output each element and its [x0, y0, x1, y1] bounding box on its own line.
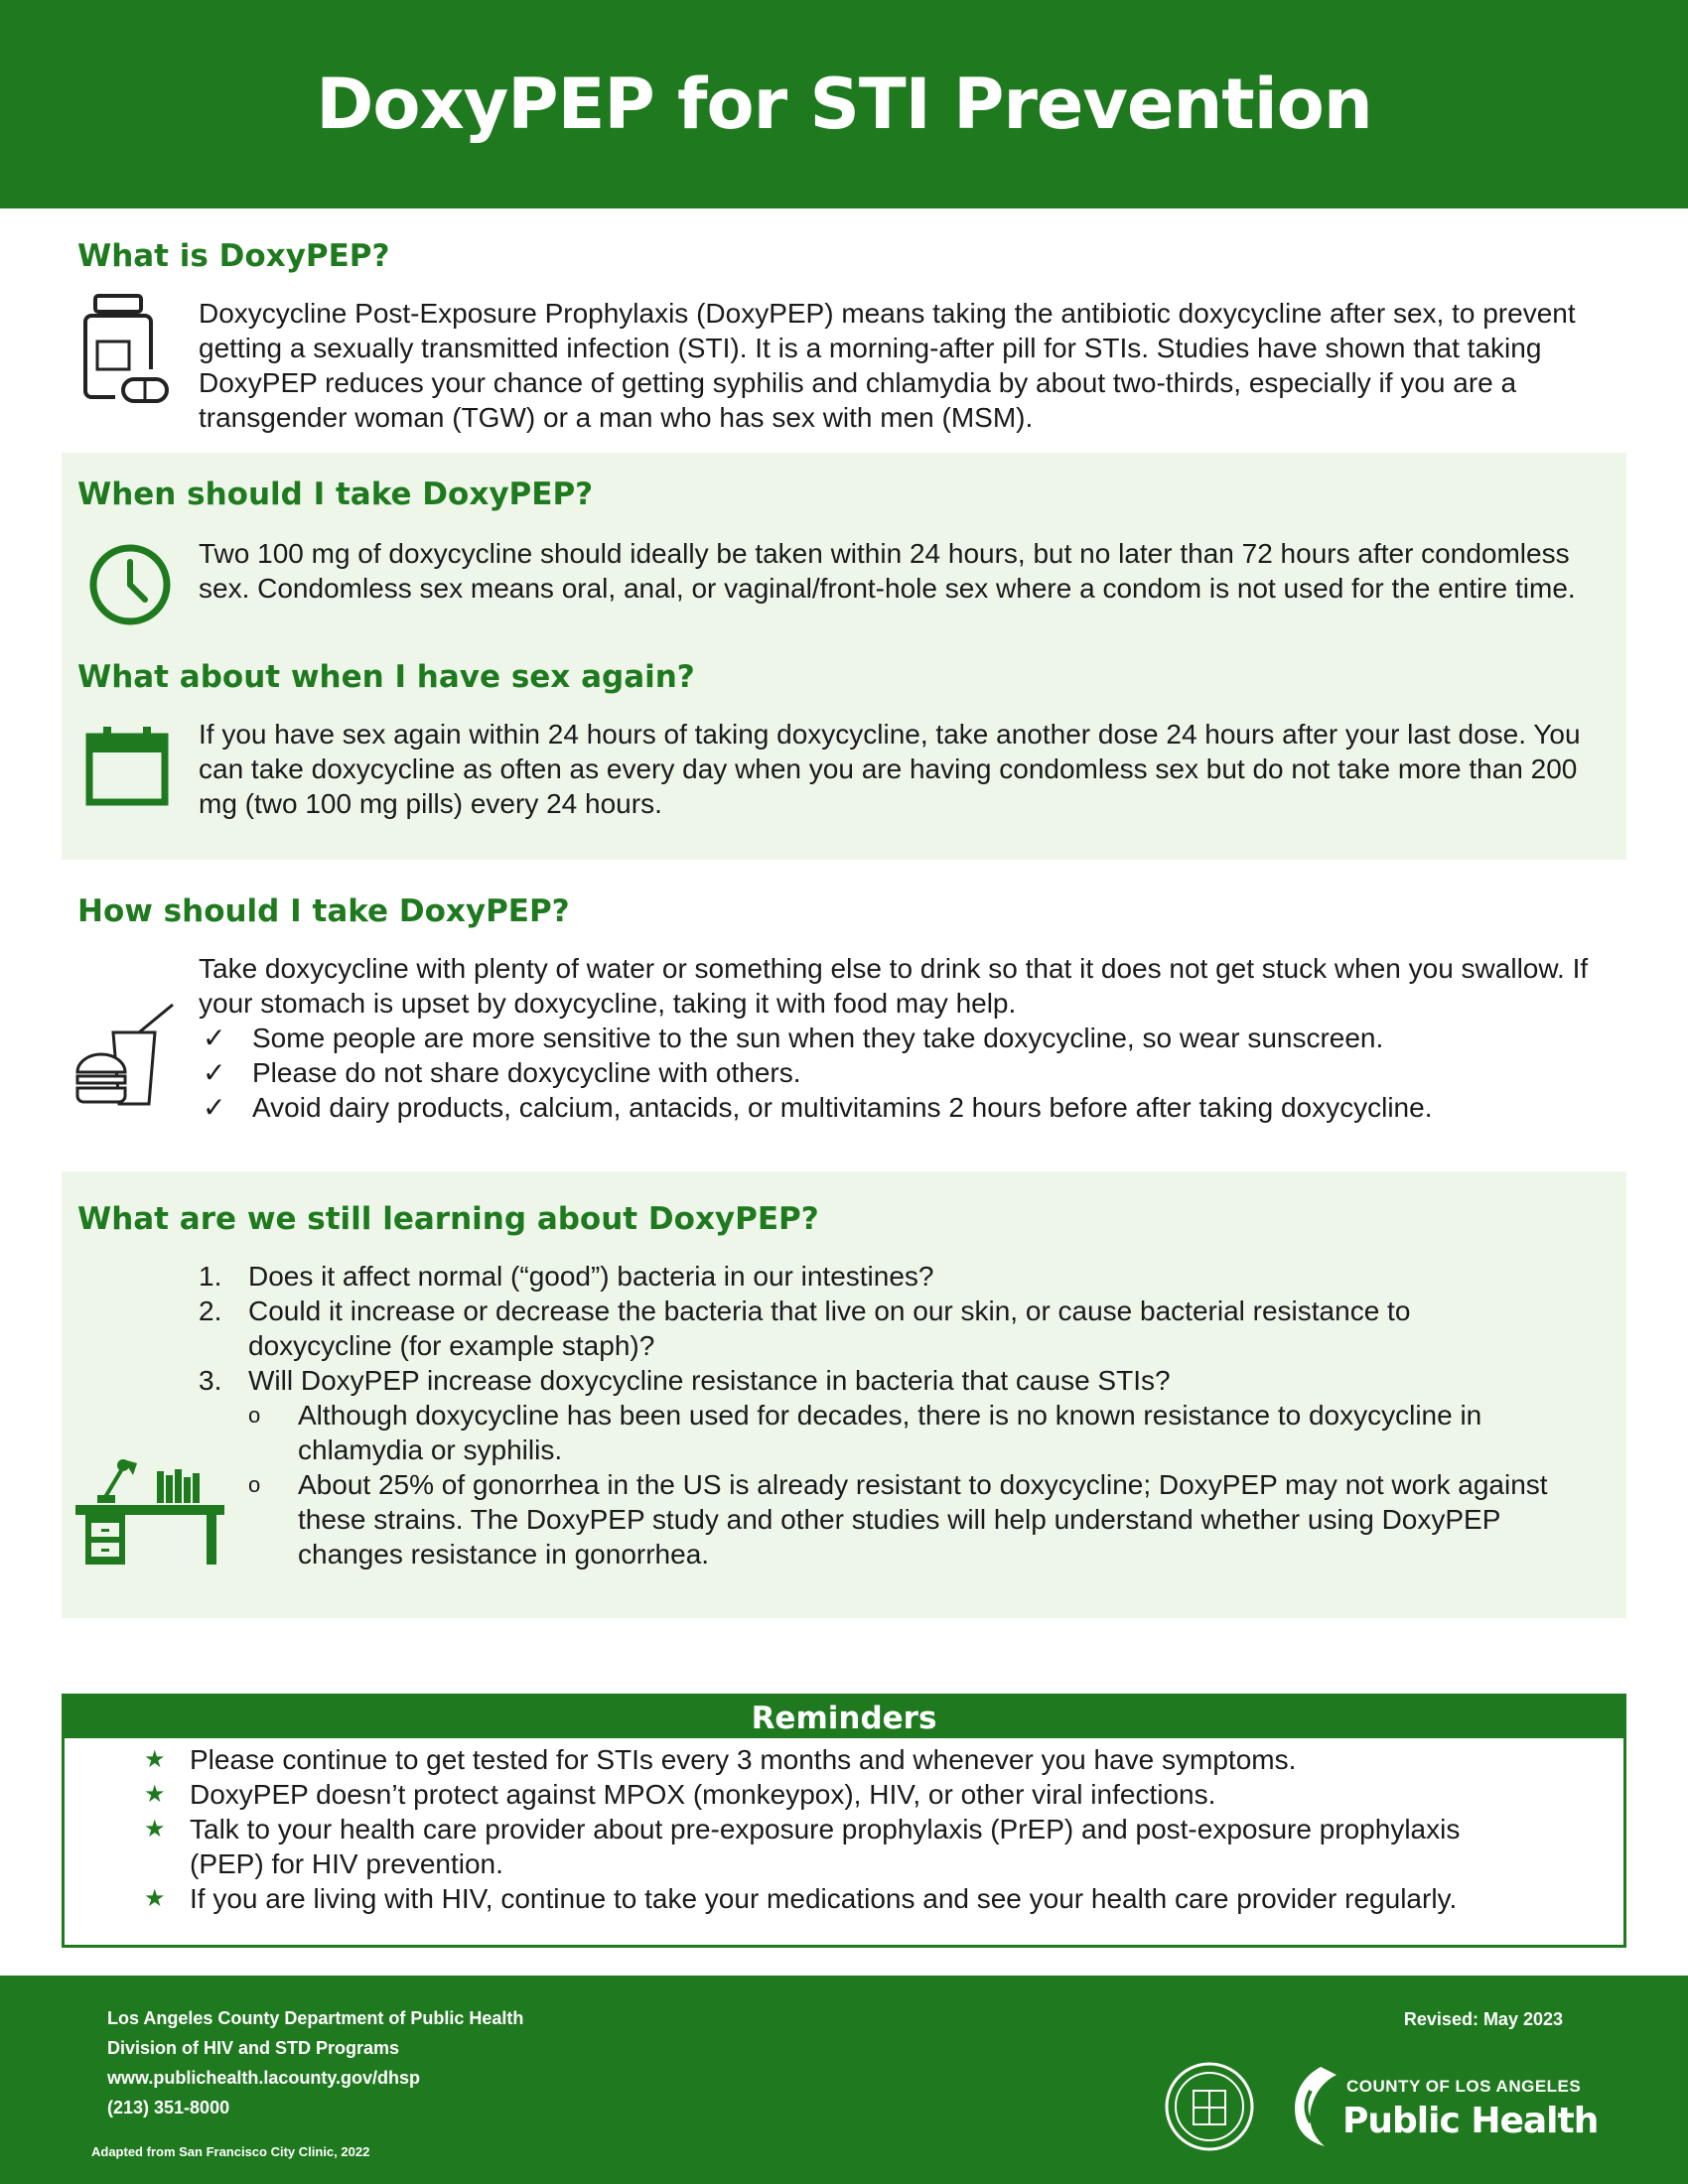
- logo-county-text: COUNTY OF LOS ANGELES: [1346, 2077, 1582, 2096]
- list-item: ★ DoxyPEP doesn’t protect against MPOX (monkeypox), HIV, or other viral infections.: [144, 1779, 1216, 1810]
- how-block: [199, 951, 1609, 1125]
- how-check-list: [199, 1021, 1609, 1125]
- section-heading-again: What about when I have sex again?: [77, 659, 695, 695]
- when-paragraph: Two 100 mg of doxycycline should ideally be taken within 24 hours, but no later than 72 hours after condomless sex. Condomless sex means oral, anal, or vaginal/front-hole sex where a condom is not used for the entire time.: [199, 538, 1576, 604]
- pill-bottle-icon: [81, 294, 171, 405]
- public-health-logo-mark-icon: [1281, 2061, 1340, 2150]
- org-division: Division of HIV and STD Programs: [107, 2038, 400, 2058]
- section-heading-when: When should I take DoxyPEP?: [77, 477, 594, 512]
- checkmark-icon: ✓: [203, 1023, 226, 1053]
- checkmark-icon: ✓: [203, 1092, 226, 1123]
- food-drink-icon: [73, 1001, 177, 1106]
- county-seal-icon: [1164, 2061, 1255, 2152]
- list-item: ✓ Some people are more sensitive to the sun when they take doxycycline, so wear sunscreen.: [199, 1021, 1609, 1055]
- list-item: 1. Does it affect normal (“good”) bacteria in our intestines?: [199, 1261, 934, 1292]
- star-icon: ★: [144, 1885, 166, 1912]
- list-item: ★ Please continue to get tested for STIs every 3 months and whenever you have symptoms.: [144, 1744, 1297, 1775]
- revised-date: Revised: May 2023: [1403, 2009, 1563, 2029]
- adapted-note: Adapted from San Francisco City Clinic, 2022: [91, 2144, 370, 2159]
- list-item: o Although doxycycline has been used for decades, there is no known resistance to doxycycline in chlamydia or syphilis.: [248, 1400, 1482, 1465]
- page-title: DoxyPEP for STI Prevention: [316, 64, 1372, 145]
- org-phone: (213) 351-8000: [107, 2098, 230, 2117]
- list-item: 3. Will DoxyPEP increase doxycycline resistance in bacteria that cause STIs?: [199, 1365, 1171, 1396]
- calendar-icon: [85, 725, 169, 806]
- list-item: ✓ Please do not share doxycycline with others.: [199, 1055, 1609, 1090]
- star-icon: ★: [144, 1816, 166, 1843]
- learning-sub-list: [199, 1398, 1658, 1571]
- section-heading-how: How should I take DoxyPEP?: [77, 893, 570, 929]
- section-heading-learning: What are we still learning about DoxyPEP?: [77, 1201, 819, 1237]
- header-banner: [0, 0, 1688, 208]
- section-heading-what-is: What is DoxyPEP?: [77, 238, 390, 274]
- how-paragraph: Take doxycycline with plenty of water or something else to drink so that it does not get stuck when you swallow. If your stomach is upset by doxycycline, taking it with food may help.: [199, 953, 1589, 1019]
- again-paragraph: If you have sex again within 24 hours of taking doxycycline, take another dose 24 hours after your last dose. You can take doxycycline as often as every day when you are having condomless sex but do not take more than 200 mg (two 100 mg pills) every 24 hours.: [199, 719, 1581, 819]
- clock-icon: [87, 542, 173, 627]
- learning-block: [199, 1259, 1609, 1571]
- learning-numbered-list: [199, 1259, 1609, 1398]
- circle-bullet-icon: o: [248, 1472, 261, 1497]
- list-item: ✓ Avoid dairy products, calcium, antacids, or multivitamins 2 hours before after taking doxycycline.: [199, 1090, 1609, 1125]
- reminders-list: [144, 1742, 1534, 1916]
- list-item: 2. Could it increase or decrease the bacteria that live on our skin, or cause bacterial resistance to doxycycline (for example staph)?: [199, 1296, 1411, 1361]
- star-icon: ★: [144, 1781, 166, 1808]
- checkmark-icon: ✓: [203, 1057, 226, 1088]
- reminders-title: Reminders: [65, 1697, 1623, 1738]
- star-icon: ★: [144, 1746, 166, 1773]
- logo-public-health-text: Public Health: [1342, 2101, 1599, 2141]
- org-website-link[interactable]: www.publichealth.lacounty.gov/dhsp: [107, 2068, 421, 2088]
- footer: [0, 1976, 1688, 2184]
- list-item: o About 25% of gonorrhea in the US is already resistant to doxycycline; DoxyPEP may not work against these strains. The DoxyPEP study and other studies will help understand whether using DoxyPEP changes resistance in gonorrhea.: [248, 1469, 1548, 1570]
- org-name: Los Angeles County Department of Public Health: [107, 2008, 524, 2028]
- list-item: ★ Talk to your health care provider about pre-exposure prophylaxis (PrEP) and post-exposure prophylaxis (PEP) for HIV prevention.: [144, 1814, 1461, 1879]
- list-item: ★ If you are living with HIV, continue to take your medications and see your health care provider regularly.: [144, 1883, 1458, 1914]
- what-is-paragraph: Doxycycline Post-Exposure Prophylaxis (DoxyPEP) means taking the antibiotic doxycycline after sex, to prevent getting a sexually transmitted infection (STI). It is a morning-after pill for STIs. Studies have shown that taking DoxyPEP reduces your chance of getting syphilis and chlamydia by about two-thirds, especially if you are a transgender woman (TGW) or a man who has sex with men (MSM).: [199, 298, 1576, 433]
- org-contact: [107, 2003, 523, 2122]
- public-health-logo: [1281, 2061, 1599, 2150]
- reminders-box: [62, 1694, 1626, 1948]
- circle-bullet-icon: o: [248, 1403, 261, 1428]
